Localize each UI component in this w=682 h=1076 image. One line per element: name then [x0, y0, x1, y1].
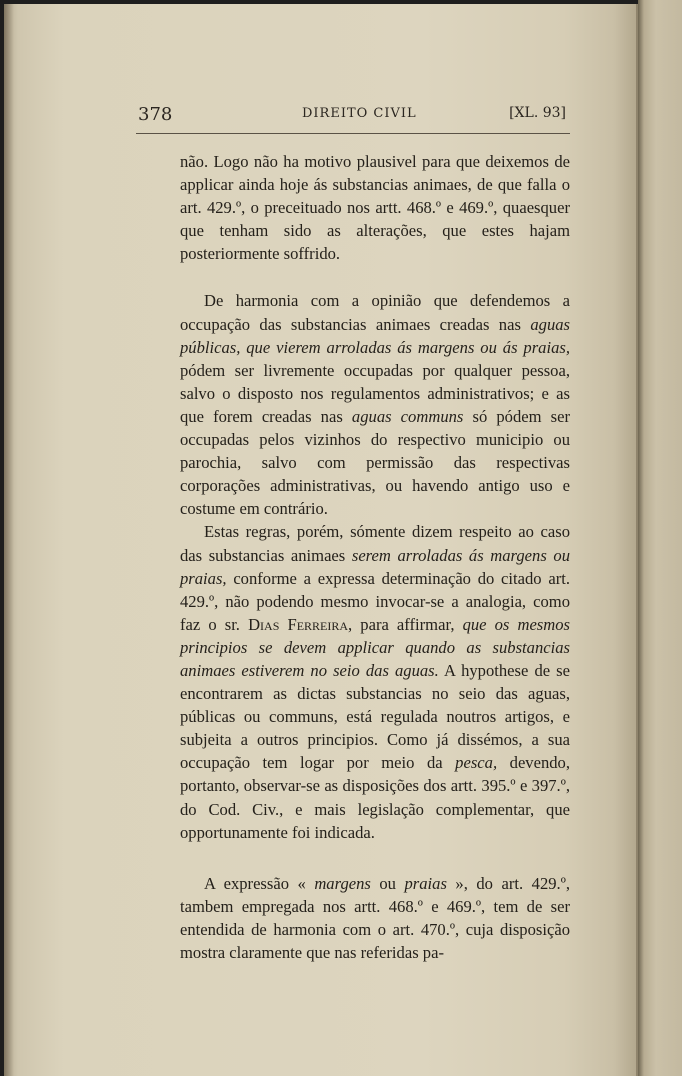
text-segment: aguas públicas, que vierem arroladas ás margens ou ás praias, — [180, 314, 570, 357]
paragraph-4 — [180, 872, 570, 964]
text-segment: , para affirmar, — [348, 614, 463, 634]
text-segment: pódem ser livremente occupadas por qualquer pessoa, salvo o disposto nos regulamentos administrativos; e as que forem creadas nas — [180, 360, 570, 426]
text-segment: Dias Ferreira — [248, 614, 349, 634]
page-header — [138, 100, 570, 130]
page-number: 378 — [138, 104, 173, 125]
text-segment: Estas regras, porém, sómente dizem respeito ao caso das substancias animaes — [180, 522, 570, 565]
header-rule — [136, 133, 570, 134]
next-page-edge — [638, 0, 682, 1076]
text-segment: conforme a expressa determinação do citado art. 429.º, não podendo mesmo invocar-se a analogia, como faz o sr. — [180, 568, 570, 634]
paragraph-2 — [180, 289, 570, 520]
text-segment: aguas communs — [351, 406, 464, 426]
running-title: DIREITO CIVIL — [302, 106, 417, 121]
text-segment: que os mesmos principios se devem applicar quando as substancias animaes estiverem no seio das aguas. — [180, 614, 571, 680]
gutter-shadow — [4, 4, 14, 1076]
text-segment: pesca, — [455, 753, 498, 773]
text-segment: devendo, portanto, observar-se as disposições dos artt. 395.º e 397.º, do Cod. Civ., e mais legislação complementar, que opportunamente foi indicada. — [180, 753, 571, 842]
text-segment: », do art. 429.º, tambem empregada nos artt. 468.º e 469.º, tem de ser entendida de harmonia com o art. 470.º, cuja disposição mostra claramente que nas referidas pa- — [180, 873, 570, 962]
text-segment: ou — [370, 873, 405, 893]
paragraph-3 — [180, 520, 570, 843]
text-segment: margens — [314, 873, 371, 893]
paragraph-1 — [180, 150, 570, 265]
text-segment: serem arroladas ás margens ou praias, — [180, 545, 570, 588]
body-text — [180, 150, 570, 964]
text-segment: A expressão « — [204, 873, 315, 893]
section-reference: [XL. 93] — [509, 105, 566, 121]
text-segment: só pódem ser occupadas pelos vizinhos do respectivo municipio ou parochia, salvo com permissão das respectivas corporações administrativas, ou havendo antigo uso e costume em contrário. — [180, 406, 570, 519]
text-segment: não. Logo não ha motivo plausivel para que deixemos de applicar ainda hoje ás substancias animaes, de que falla o art. 429.º, o preceituado nos artt. 468.º e 469.º, quaesquer que tenham sido as alterações, que estes hajam posteriormente soffrido. — [180, 152, 570, 264]
text-segment: A hypothese de se encontrarem as dictas substancias no seio das aguas, públicas ou communs, está regulada noutros artigos, e subjeita a outros principios. Como já dissémos, a sua occupação tem logar por meio da — [180, 660, 570, 773]
text-segment: praias — [404, 873, 447, 893]
text-segment: De harmonia com a opinião que defendemos a occupação das substancias animaes creadas nas — [180, 291, 570, 334]
